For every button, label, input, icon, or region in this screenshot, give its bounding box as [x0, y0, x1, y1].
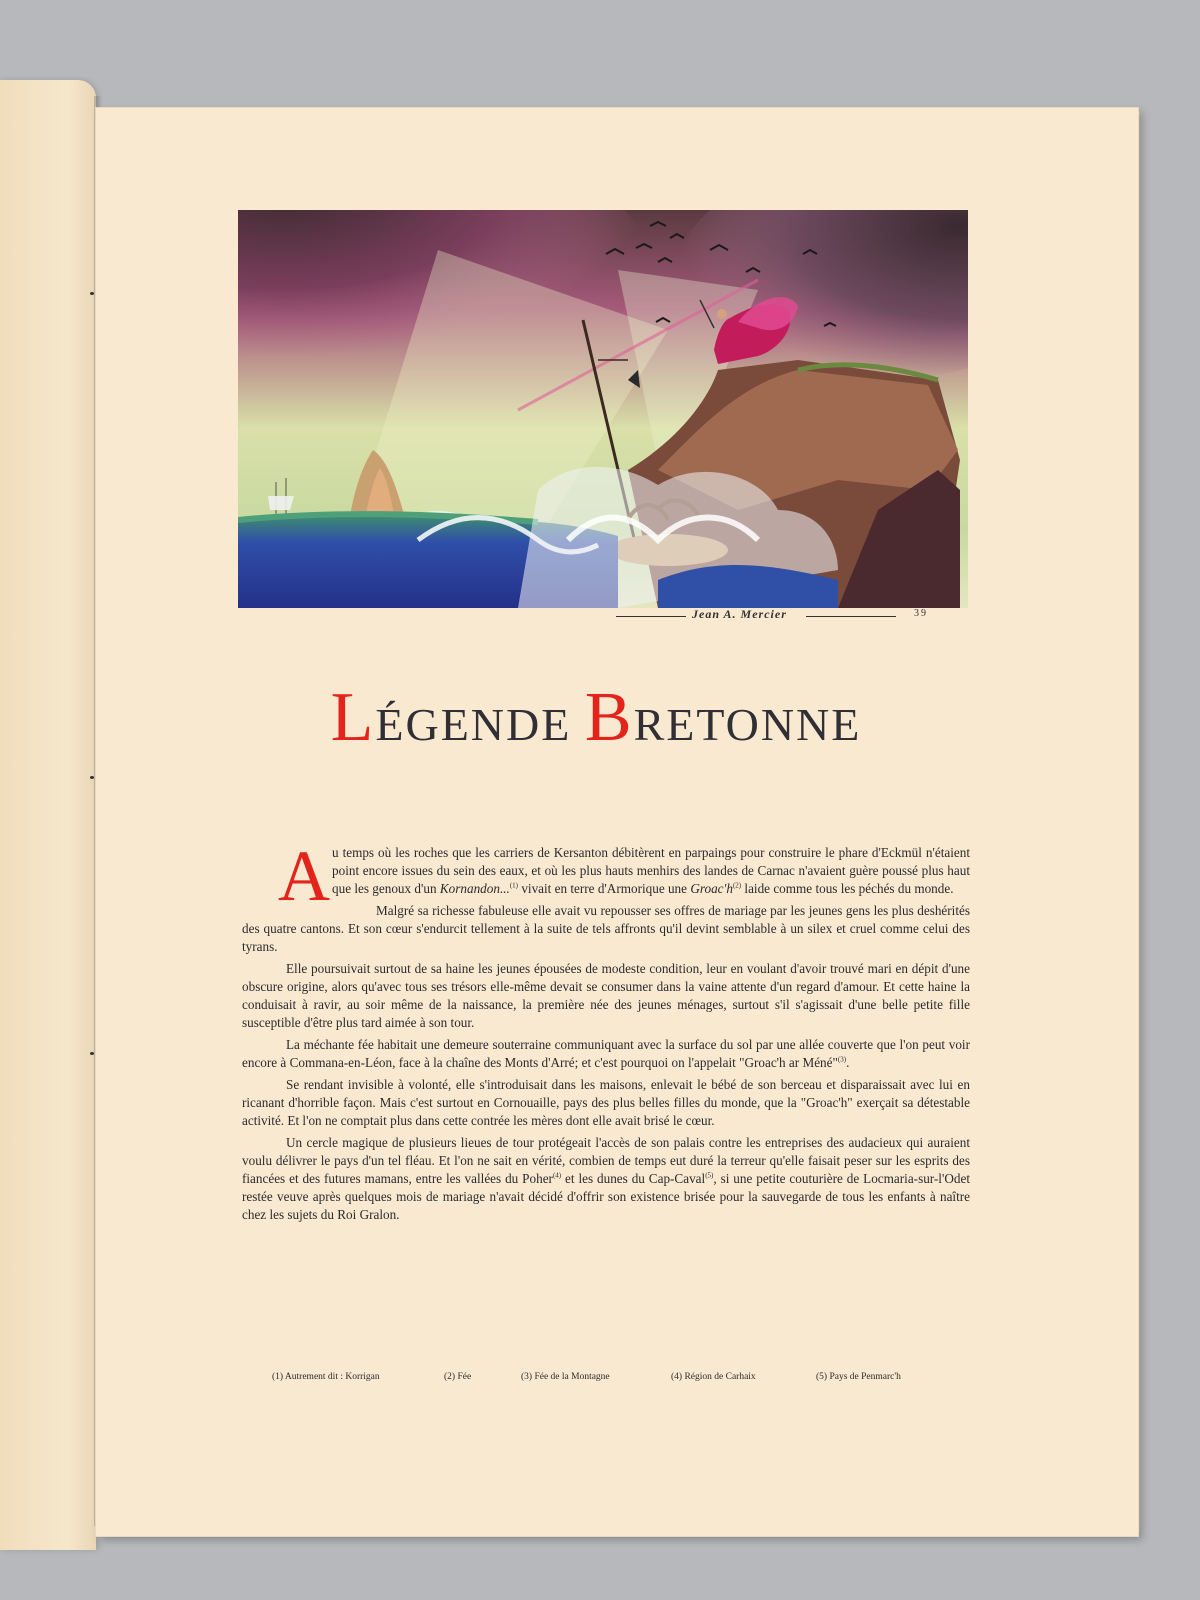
- footnote-ref-1[interactable]: (1): [509, 881, 519, 890]
- paragraph-6-text: Un cercle magique de plusieurs lieues de tour protégeait l'accès de son palais contre les entreprises des audacieux qui auraient voulu délivrer le pays d'un tel fléau. Et l'on ne sait en vérité, combien de temps eut duré la terreur qu'elle faisait peser sur les esprits des fiancées et des futures mamans, entre les vallées du Poher: [242, 1135, 970, 1186]
- book-page: [96, 108, 1138, 1536]
- title-word-2: RETONNE: [633, 699, 862, 750]
- paragraph-5: Se rendant invisible à volonté, elle s'introduisait dans les maisons, enlevait le bébé de son berceau et disparaissait avec lui en ricanant d'horrible façon. Mais c'est surtout en Cornouaille, pays des plus belles filles du monde, que la "Groac'h" exerçait sa détestable activité. Et l'on ne comptait plus dans cette contrée les mères dont elle avait brisé le cœur.: [242, 1077, 970, 1128]
- footnotes: [272, 1372, 952, 1388]
- paragraph-4-text: .: [846, 1055, 850, 1070]
- paragraph-2: Malgré sa richesse fabuleuse elle avait vu repousser ses offres de mariage par les jeunes gens les plus deshérités des quatre cantons. Et son cœur s'endurcit tellement à la suite de tels affronts qu'il devint semblable à un silex et cruel comme celui des tyrans.: [242, 903, 970, 954]
- footnote-ref-2[interactable]: (2): [732, 881, 742, 890]
- illustration-signature: [616, 606, 976, 628]
- paragraph-3: Elle poursuivait surtout de sa haine les jeunes épousées de modeste condition, leur en voulant d'avoir trouvé mari en dépit d'une obscure origine, alors qu'avec tous ses trésors elle-même devait se consumer dans la vaine attente d'un regard d'amour. Et cette haine la conduisait à ravir, au soir même de la naissance, la première née des jeunes ménages, surtout s'il s'agissait d'une belle petite fille susceptible d'être plus tard aimée à son tour.: [242, 961, 970, 1030]
- footnote-5: (5) Pays de Penmarc'h: [816, 1372, 901, 1382]
- paragraph-4-text: La méchante fée habitait une demeure souterraine communiquant avec la surface du sol par une allée couverte que l'on peut voir encore à Commana-en-Léon, face à la chaîne des Monts d'Arré; et c'est pourquoi on l'appelait "Groac'h ar Méné": [242, 1037, 970, 1070]
- footnote-4: (4) Région de Carhaix: [671, 1372, 756, 1382]
- title-initial-l: L: [330, 679, 376, 756]
- artist-name: Jean A. Mercier: [692, 607, 787, 621]
- footnote-3: (3) Fée de la Montagne: [521, 1372, 610, 1382]
- footnote-1: (1) Autrement dit : Korrigan: [272, 1372, 380, 1382]
- paragraph-1-text: u temps où les roches que les carriers de Kersanton débitèrent en parpaings pour construire le phare d'Eckmül n'étaient point encore issues du sein des eaux, et où les plus hauts menhirs des landes de Carnac n'avaient guère poussé plus haut que les genoux d'un: [332, 845, 970, 896]
- footnote-ref-3[interactable]: (3): [837, 1055, 847, 1064]
- signature-line: [806, 616, 896, 617]
- storm-shipwreck-illustration: [238, 210, 968, 608]
- footnote-ref-5[interactable]: (5): [705, 1171, 714, 1180]
- signature-line: [616, 616, 686, 617]
- drop-cap: A: [278, 836, 330, 916]
- left-facing-page: [0, 80, 96, 1550]
- paragraph-1: [242, 836, 970, 916]
- footnote-ref-4[interactable]: (4): [552, 1171, 562, 1180]
- page-title: [96, 678, 1096, 758]
- kornandon-term: Kornandon...: [439, 881, 510, 896]
- title-initial-b: B: [584, 679, 634, 756]
- paragraph-4: [242, 1036, 970, 1072]
- illustration-year: 39: [914, 608, 928, 619]
- title-word-1: ÉGENDE: [375, 699, 572, 750]
- story-text: [242, 836, 970, 1228]
- paragraph-6: [242, 1134, 970, 1224]
- paragraph-1-text: vivait en terre d'Armorique une: [518, 881, 691, 896]
- paragraph-6-text: et les dunes du Cap-Caval: [561, 1171, 706, 1186]
- paragraph-6-text: , si une petite couturière de Locmaria-sur-l'Odet restée veuve après quelques mois de mariage n'avait décidé d'offrir son existence brisée pour la sauvegarde de tous les enfants à naître chez les sujets du Roi Gralon.: [242, 1171, 970, 1222]
- paragraph-1-text: laide comme tous les péchés du monde.: [741, 881, 954, 896]
- groach-term: Groac'h: [690, 881, 733, 896]
- footnote-2: (2) Fée: [444, 1372, 472, 1382]
